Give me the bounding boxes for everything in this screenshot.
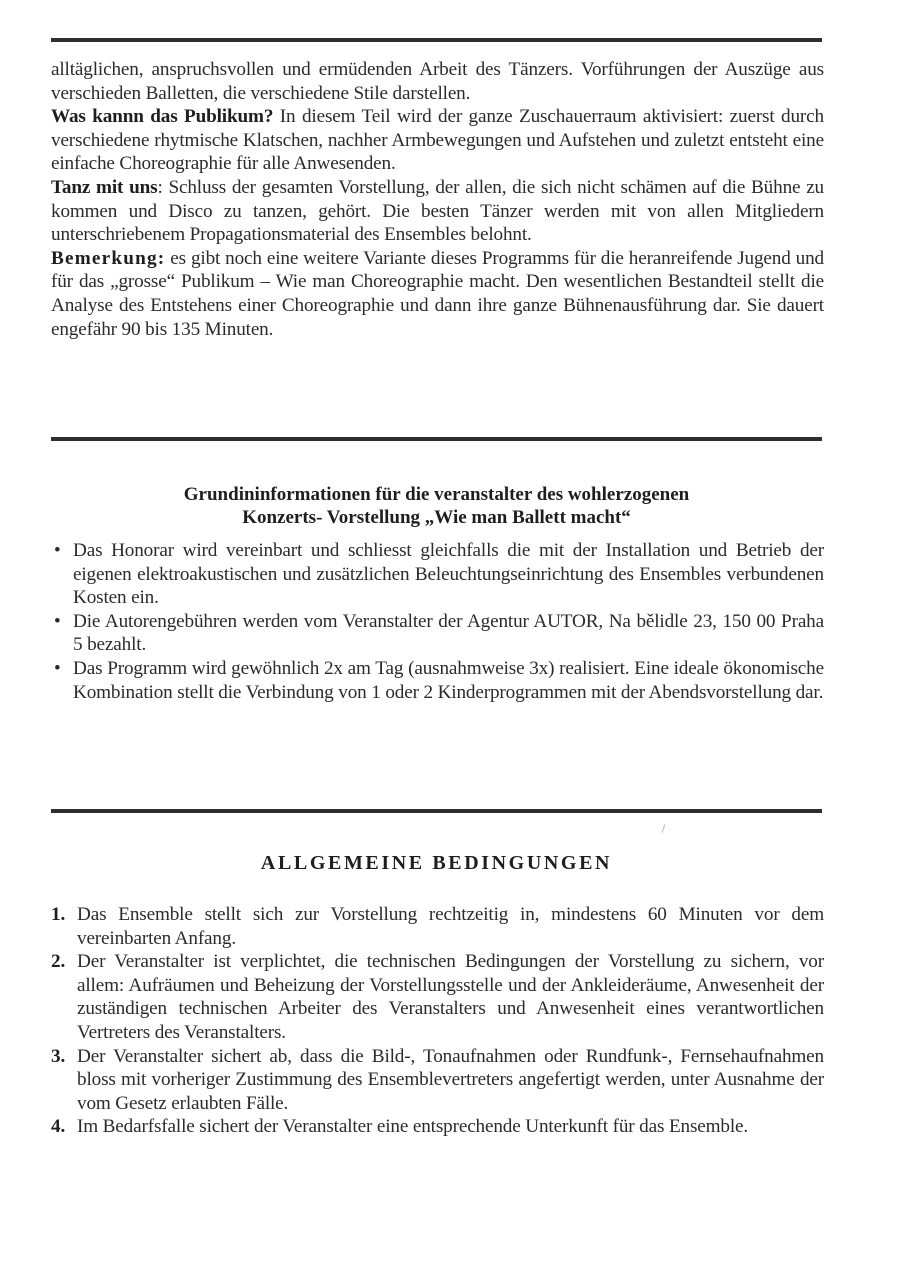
condition-number: 1. (51, 904, 66, 925)
condition-number: 4. (51, 1116, 66, 1138)
label-tanz: Tanz mit uns (51, 176, 158, 198)
list-item-text: Das Programm wird gewöhnlich 2x am Tag (ausnahmweise 3x) realisiert. Eine ideale ökonomische Kombination stellt die Verbindung von 1 oder 2 Kinderprogrammen mit der Abendsvorstellung dar. (73, 657, 824, 703)
divider-middle (51, 437, 822, 441)
bullet-icon: • (54, 657, 61, 679)
bullet-icon: • (54, 610, 61, 632)
list-item-text: Das Honorar wird vereinbart und schliesst gleichfalls die mit der Installation und Betrieb der eigenen elektroakustischen und zusätzlichen Beleuchtungseinrichtung des Ensembles verbundenen Kosten ein. (73, 540, 824, 609)
list-item-text: Die Autorengebühren werden vom Veranstalter der Agentur AUTOR, Na bělidle 23, 150 00 Praha 5 bezahlt. (73, 610, 824, 656)
paragraph-intro: alltäglichen, anspruchsvollen und ermüdenden Arbeit des Tänzers. Vorführungen der Auszüge aus verschieden Balletten, die verschiedene Stile darstellen. (51, 59, 824, 104)
section-heading-bedingungen: ALLGEMEINE BEDINGUNGEN (260, 852, 613, 874)
condition-item (51, 1115, 824, 1139)
condition-item (51, 1045, 824, 1116)
condition-number: 3. (51, 1045, 66, 1067)
section-heading-grundinformationen (51, 483, 822, 529)
text-tanz: : Schluss der gesamten Vorstellung, der allen, die sich nicht schämen auf die Bühne zu kommen und Disco zu tanzen, gehört. Die besten Tänzer werden mit von allen Mitgliedern unterschriebenem Propagationsmaterial des Ensembles belohnt. (51, 176, 825, 246)
text-bemerkung: es gibt noch eine weitere Variante dieses Programms für die heranreifende Jugend und für das „grosse“ Publikum – Wie man Choreographie macht. Den wesentlichen Bestandteil stellt die Analyse des Entstehens einer Choreographie und dann ihre ganze Bühnenausführung dar. Sie dauert engefähr 90 bis 135 Minuten. (51, 247, 824, 340)
paragraph-publikum (51, 105, 824, 176)
paragraph-bemerkung (51, 247, 824, 341)
condition-item (51, 903, 824, 950)
heading-line-2: Konzerts- Vorstellung „Wie man Ballett macht“ (242, 507, 631, 528)
paragraph-tanz (51, 176, 824, 247)
condition-text: Im Bedarfsfalle sichert der Veranstalter eine entsprechende Unterkunft für das Ensemble. (77, 1116, 749, 1138)
text-publikum: In diesem Teil wird der ganze Zuschauerraum aktivisiert: zuerst durch verschiedene rhytmische Klatschen, nachher Armbewegungen und Aufstehen und zuletzt entsteht eine einfache Choreographie für alle Anwesenden. (51, 106, 824, 175)
list-item (51, 610, 824, 657)
label-bemerkung: Bemerkung: (51, 247, 166, 269)
condition-number: 2. (51, 951, 66, 973)
condition-text: Der Veranstalter sichert ab, dass die Bild-, Tonaufnahmen oder Rundfunk-, Fernsehaufnahmen bloss mit vorheriger Zustimmung des Ensemblevertreters angefertigt werden, unter Ausnahme der vom Gesetz erlaubten Fälle. (77, 1045, 824, 1114)
divider-bottom (51, 809, 822, 813)
programme-description (51, 58, 824, 341)
condition-text: Der Veranstalter ist verplichtet, die technischen Bedingungen der Vorstellung zu sichern, vor allem: Aufräumen und Beheizung der Vorstellungsstelle und der Ankleideräume, Anwesenheit der zuständigen technischen Arbeiter des Veranstalters und Anwesenheit eines verantwortlichen Vertreters des Veranstalters. (77, 951, 824, 1043)
information-list (51, 539, 824, 704)
scan-mark (661, 824, 665, 833)
label-publikum: Was kannn das Publikum? (51, 106, 274, 128)
bullet-icon: • (54, 540, 61, 561)
condition-item (51, 950, 824, 1044)
divider-top (51, 38, 822, 42)
heading-line-1: Grundininformationen für die veranstalter des wohlerzogenen (183, 484, 690, 505)
condition-text: Das Ensemble stellt sich zur Vorstellung rechtzeitig in, mindestens 60 Minuten vor dem vereinbarten Anfang. (77, 904, 824, 949)
conditions-list (51, 903, 824, 1139)
list-item (51, 539, 824, 610)
list-item (51, 657, 824, 704)
